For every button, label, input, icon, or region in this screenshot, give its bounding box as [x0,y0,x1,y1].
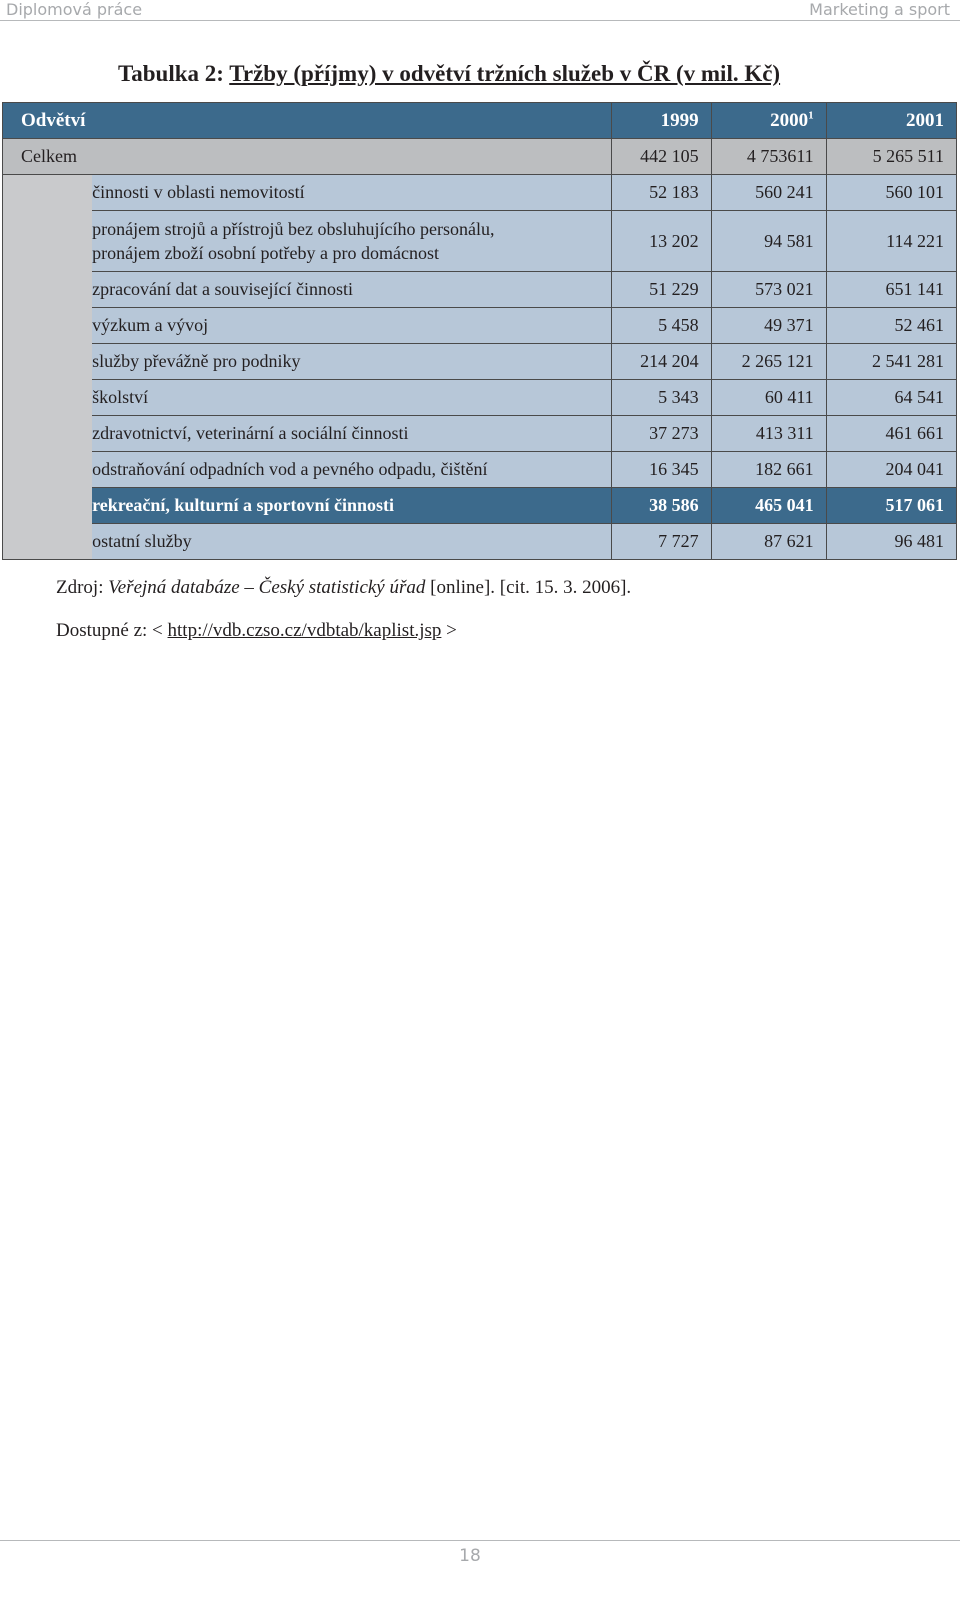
column-header-1999: 1999 [611,103,711,139]
cell-2000: 94 581 [711,211,826,272]
row-label: činnosti v oblasti nemovitostí [92,175,611,211]
table-header-row [3,103,957,139]
cell-1999: 5 458 [611,308,711,344]
cell-2001: 96 481 [826,524,956,560]
row-label: školství [92,380,611,416]
running-header [0,0,960,20]
cell-1999: 37 273 [611,416,711,452]
header-divider [0,20,960,21]
table-row [3,452,957,488]
cell-2001: 204 041 [826,452,956,488]
table-caption-prefix: Tabulka 2: [118,61,230,86]
table-row [3,211,957,272]
row-label-line-1: pronájem strojů a přístrojů bez obsluhujícího personálu, [92,219,495,239]
cell-2001: 64 541 [826,380,956,416]
cell-2001: 651 141 [826,272,956,308]
row-label: odstraňování odpadních vod a pevného odpadu, čištění [92,452,611,488]
cell-2000: 573 021 [711,272,826,308]
source-citation: [online]. [cit. 15. 3. 2006]. [425,577,632,598]
row-label [92,211,611,272]
cell-2000: 413 311 [711,416,826,452]
cell-1999: 51 229 [611,272,711,308]
header-topic: Marketing a sport [809,0,950,19]
table-row [3,416,957,452]
source-link[interactable]: http://vdb.czso.cz/vdbtab/kaplist.jsp [167,620,442,641]
column-header-sector: Odvětví [3,103,612,139]
footer-divider [0,1540,960,1541]
row-label: výzkum a vývoj [92,308,611,344]
availability-prefix: Dostupné z: < [56,620,168,641]
cell-1999: 16 345 [611,452,711,488]
cell-1999: 38 586 [611,488,711,524]
cell-2000: 560 241 [711,175,826,211]
cell-2000: 60 411 [711,380,826,416]
column-header-2000 [711,103,826,139]
source-note [56,577,631,599]
cell-2000: 2 265 121 [711,344,826,380]
cell-1999: 13 202 [611,211,711,272]
table-row-total [3,139,957,175]
table-row-highlighted [3,488,957,524]
table-row [3,524,957,560]
table-row [3,344,957,380]
cell-1999: 7 727 [611,524,711,560]
cell-2001: 517 061 [826,488,956,524]
table-caption [118,61,780,87]
row-label: zpracování dat a související činnosti [92,272,611,308]
cell-1999: 214 204 [611,344,711,380]
cell-2000: 87 621 [711,524,826,560]
total-label: Celkem [3,139,612,175]
table-row [3,380,957,416]
source-prefix: Zdroj: [56,577,109,598]
total-1999: 442 105 [611,139,711,175]
row-label: rekreační, kulturní a sportovní činnosti [92,488,611,524]
table-row [3,308,957,344]
cell-1999: 5 343 [611,380,711,416]
page-number: 18 [459,1546,481,1566]
cell-2001: 114 221 [826,211,956,272]
availability-suffix: > [441,620,457,641]
cell-2001: 560 101 [826,175,956,211]
table-row [3,175,957,211]
table-caption-title: Tržby (příjmy) v odvětví tržních služeb v ČR (v mil. Kč) [229,61,781,86]
cell-2000: 49 371 [711,308,826,344]
column-header-2001: 2001 [826,103,956,139]
table-row [3,272,957,308]
footnote-marker: 1 [808,109,814,122]
total-2001: 5 265 511 [826,139,956,175]
header-document-type: Diplomová práce [6,0,143,19]
cell-2001: 52 461 [826,308,956,344]
row-label: ostatní služby [92,524,611,560]
indent-column [3,175,93,560]
row-label-line-2: pronájem zboží osobní potřeby a pro domácnost [92,243,440,263]
total-2000: 4 753611 [711,139,826,175]
row-label: zdravotnictví, veterinární a sociální činnosti [92,416,611,452]
cell-2000: 465 041 [711,488,826,524]
availability-note [56,620,457,642]
cell-2001: 461 661 [826,416,956,452]
cell-2001: 2 541 281 [826,344,956,380]
row-label: služby převážně pro podniky [92,344,611,380]
cell-2000: 182 661 [711,452,826,488]
cell-1999: 52 183 [611,175,711,211]
revenue-table [2,102,957,560]
column-header-2000-label: 2000 [770,109,809,131]
source-title: Veřejná databáze – Český statistický úřad [108,577,426,598]
